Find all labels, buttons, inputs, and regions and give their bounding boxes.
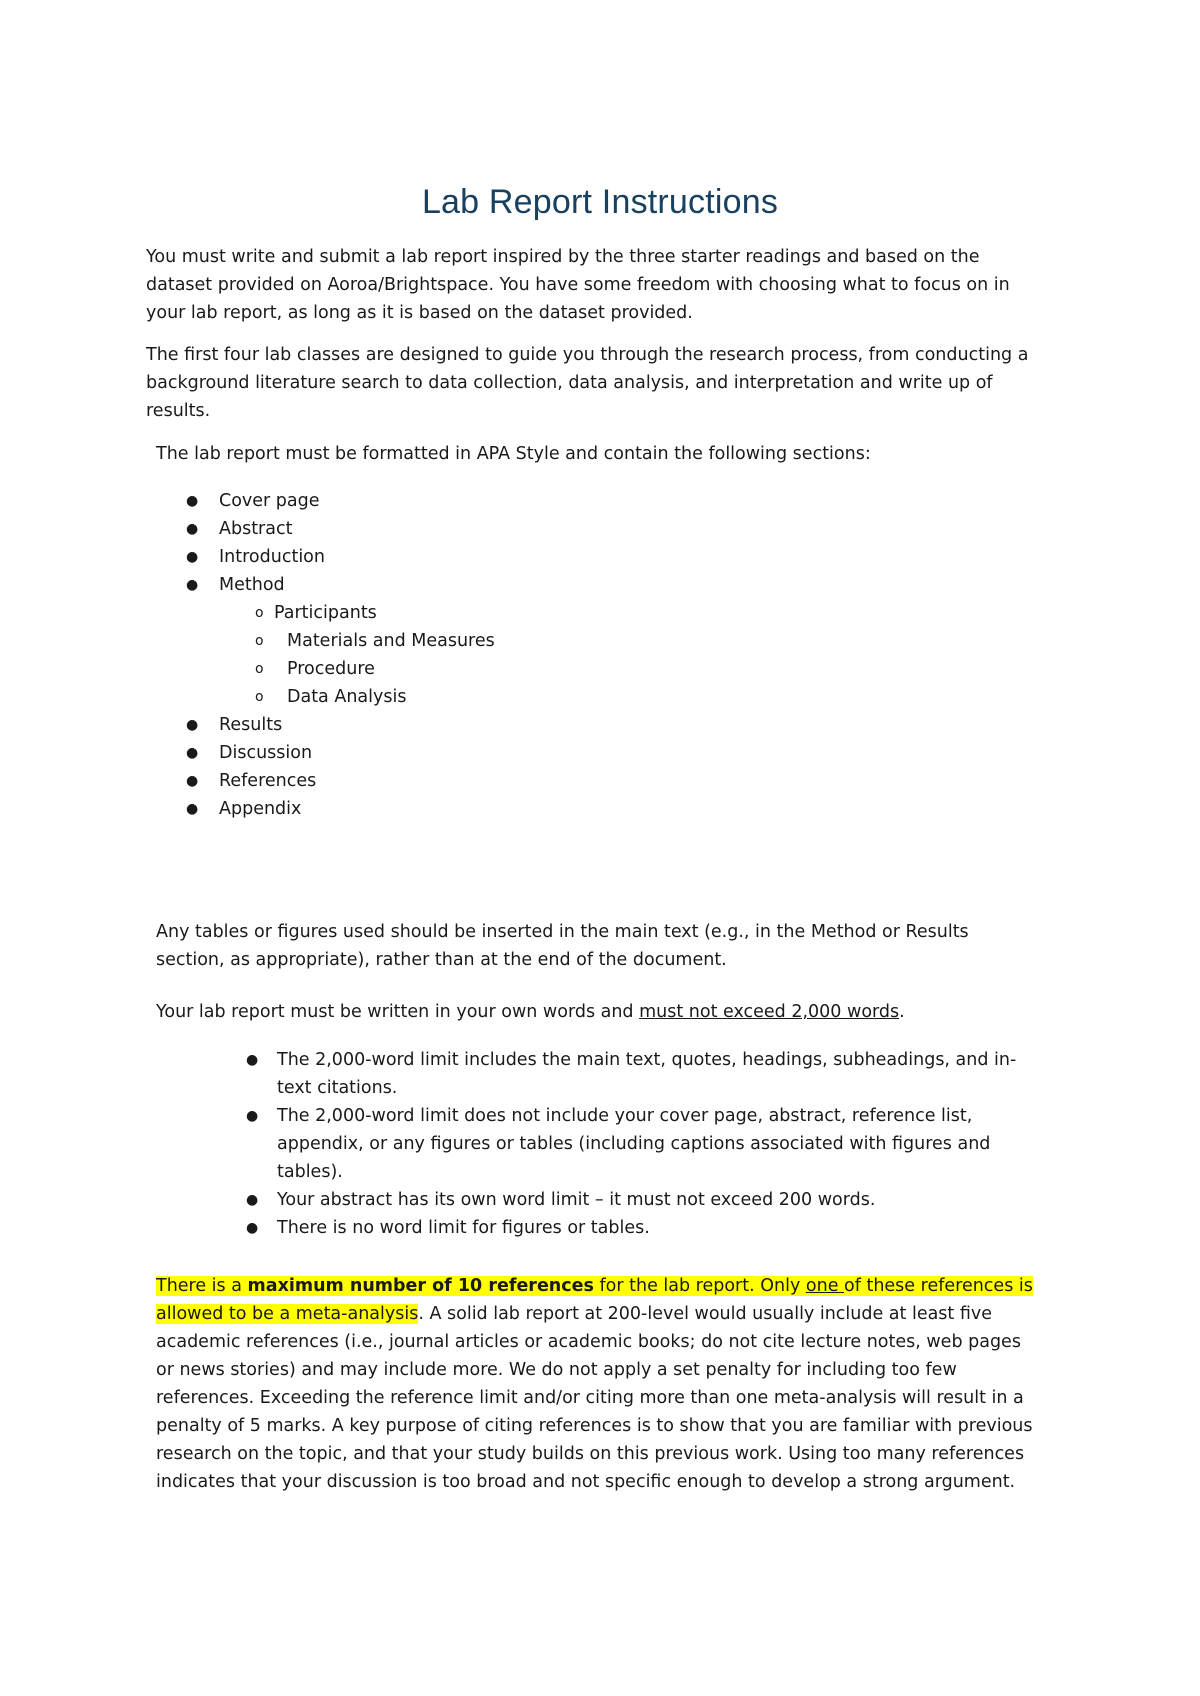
list-item: ● There is no word limit for figures or tables. — [246, 1214, 1046, 1242]
list-item: o Participants — [255, 599, 686, 627]
list-item: ● Abstract — [186, 515, 686, 543]
max-references-bold: maximum number of 10 references — [247, 1276, 594, 1296]
bullet-icon: ● — [186, 717, 199, 733]
list-item: ● Your abstract has its own word limit – it must not exceed 200 words. — [246, 1186, 1046, 1214]
bullet-icon: ● — [186, 521, 199, 537]
sub-bullet-icon: o — [255, 633, 264, 649]
list-item: o Procedure — [255, 655, 686, 683]
list-item: ● The 2,000-word limit does not include your cover page, abstract, reference list, appendix, or any figures or tables (including captions associated with figures and tables). — [246, 1102, 1046, 1186]
list-item: ● Discussion — [186, 739, 686, 767]
format-paragraph: The lab report must be formatted in APA Style and contain the following sections: — [156, 444, 871, 464]
bullet-icon: ● — [246, 1108, 259, 1124]
sections-list — [186, 487, 686, 823]
bullet-icon: ● — [186, 745, 199, 761]
list-item: ● Appendix — [186, 795, 686, 823]
bullet-icon: ● — [246, 1192, 259, 1208]
bullet-icon: ● — [186, 773, 199, 789]
sub-bullet-icon: o — [255, 605, 264, 621]
sub-bullet-icon: o — [255, 689, 264, 705]
list-item: o Materials and Measures — [255, 627, 686, 655]
list-item: o Data Analysis — [255, 683, 686, 711]
list-item: ● Results — [186, 711, 686, 739]
word-limit-paragraph: Your lab report must be written in your own words and must not exceed 2,000 words. — [156, 1002, 905, 1022]
intro-paragraph: You must write and submit a lab report inspired by the three starter readings and based on the dataset provided on Aoroa/Brightspace. You have some freedom with choosing what to focus on in your lab report, as long as it is based on the dataset provided. — [146, 247, 1010, 323]
list-item: ● Method o Participants o Materials and Measures o Procedure o Data Analysis — [186, 571, 686, 711]
page-title: Lab Report Instructions — [421, 183, 779, 221]
word-limit-underlined: must not exceed 2,000 words — [639, 1002, 900, 1022]
bullet-icon: ● — [246, 1220, 259, 1236]
list-item: ● Introduction — [186, 543, 686, 571]
word-limit-list — [246, 1046, 1046, 1242]
references-paragraph: There is a maximum number of 10 references for the lab report. Only one of these references is allowed to be a meta-analysis. A solid lab report at 200-level would usually include at least five academic references (i.e., journal articles or academic books; do not cite lecture notes, web pages or news stories) and may include more. We do not apply a set penalty for including too few references. Exceeding the reference limit and/or citing more than one meta-analysis will result in a penalty of 5 marks. A key purpose of citing references is to show that you are familiar with previous research on the topic, and that your study builds on this previous work. Using too many references indicates that your discussion is too broad and not specific enough to develop a strong argument. — [156, 1276, 1033, 1492]
list-item: ● The 2,000-word limit includes the main text, quotes, headings, subheadings, and in-text citations. — [246, 1046, 1046, 1102]
bullet-icon: ● — [186, 493, 199, 509]
lab-classes-paragraph: The first four lab classes are designed to guide you through the research process, from conducting a background literature search to data collection, data analysis, and interpretation and write up of results. — [146, 345, 1029, 421]
bullet-icon: ● — [186, 801, 199, 817]
bullet-icon: ● — [186, 577, 199, 593]
method-subsections-list — [255, 599, 686, 711]
bullet-icon: ● — [246, 1052, 259, 1068]
list-item: ● Cover page — [186, 487, 686, 515]
sub-bullet-icon: o — [255, 661, 264, 677]
bullet-icon: ● — [186, 549, 199, 565]
one-underlined: one — [805, 1276, 845, 1296]
list-item: ● References — [186, 767, 686, 795]
tables-figures-paragraph: Any tables or figures used should be inserted in the main text (e.g., in the Method or Results section, as appropriate), rather than at the end of the document. — [156, 922, 969, 970]
